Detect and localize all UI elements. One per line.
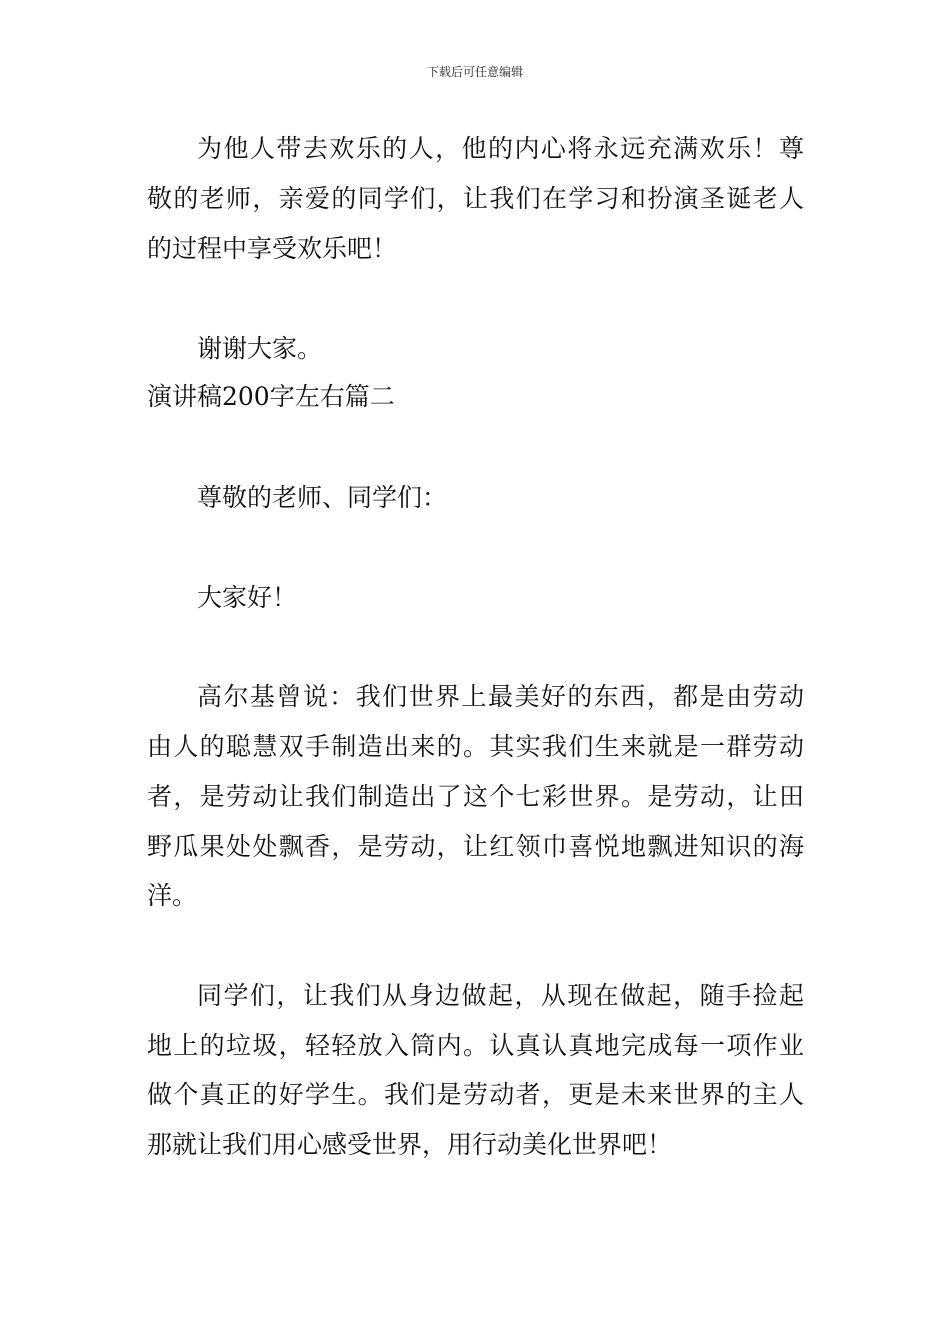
- paragraph-thanks: 谢谢大家。: [197, 334, 323, 363]
- paragraph-2-line-5: 洋。: [147, 881, 198, 910]
- paragraph-1-line-1: 为他人带去欢乐的人，他的内心将永远充满欢乐！尊: [197, 134, 804, 163]
- paragraph-1-line-3: 的过程中享受欢乐吧！: [147, 234, 398, 263]
- greeting: 大家好！: [197, 583, 298, 612]
- paragraph-3-line-4: 那就让我们用心感受世界，用行动美化世界吧！: [147, 1130, 673, 1159]
- section-heading: 演讲稿200字左右篇二: [147, 382, 395, 411]
- salutation: 尊敬的老师、同学们：: [197, 483, 448, 512]
- paragraph-2-line-3: 者，是劳动让我们制造出了这个七彩世界。是劳动，让田: [147, 782, 804, 811]
- paragraph-3-line-3: 做个真正的好学生。我们是劳动者，更是未来世界的主人: [147, 1080, 804, 1109]
- paragraph-2-line-1: 高尔基曾说：我们世界上最美好的东西，都是由劳动: [197, 682, 804, 711]
- paragraph-1-line-2: 敬的老师，亲爱的同学们，让我们在学习和扮演圣诞老人: [147, 184, 804, 213]
- paragraph-3-line-2: 地上的垃圾，轻轻放入筒内。认真认真地完成每一项作业: [147, 1031, 804, 1060]
- paragraph-2-line-4: 野瓜果处处飘香，是劳动，让红领巾喜悦地飘进知识的海: [147, 832, 804, 861]
- paragraph-2-line-2: 由人的聪慧双手制造出来的。其实我们生来就是一群劳动: [147, 732, 804, 761]
- paragraph-3-line-1: 同学们，让我们从身边做起，从现在做起，随手捡起: [197, 981, 804, 1010]
- page-header: 下载后可任意编辑: [426, 65, 523, 79]
